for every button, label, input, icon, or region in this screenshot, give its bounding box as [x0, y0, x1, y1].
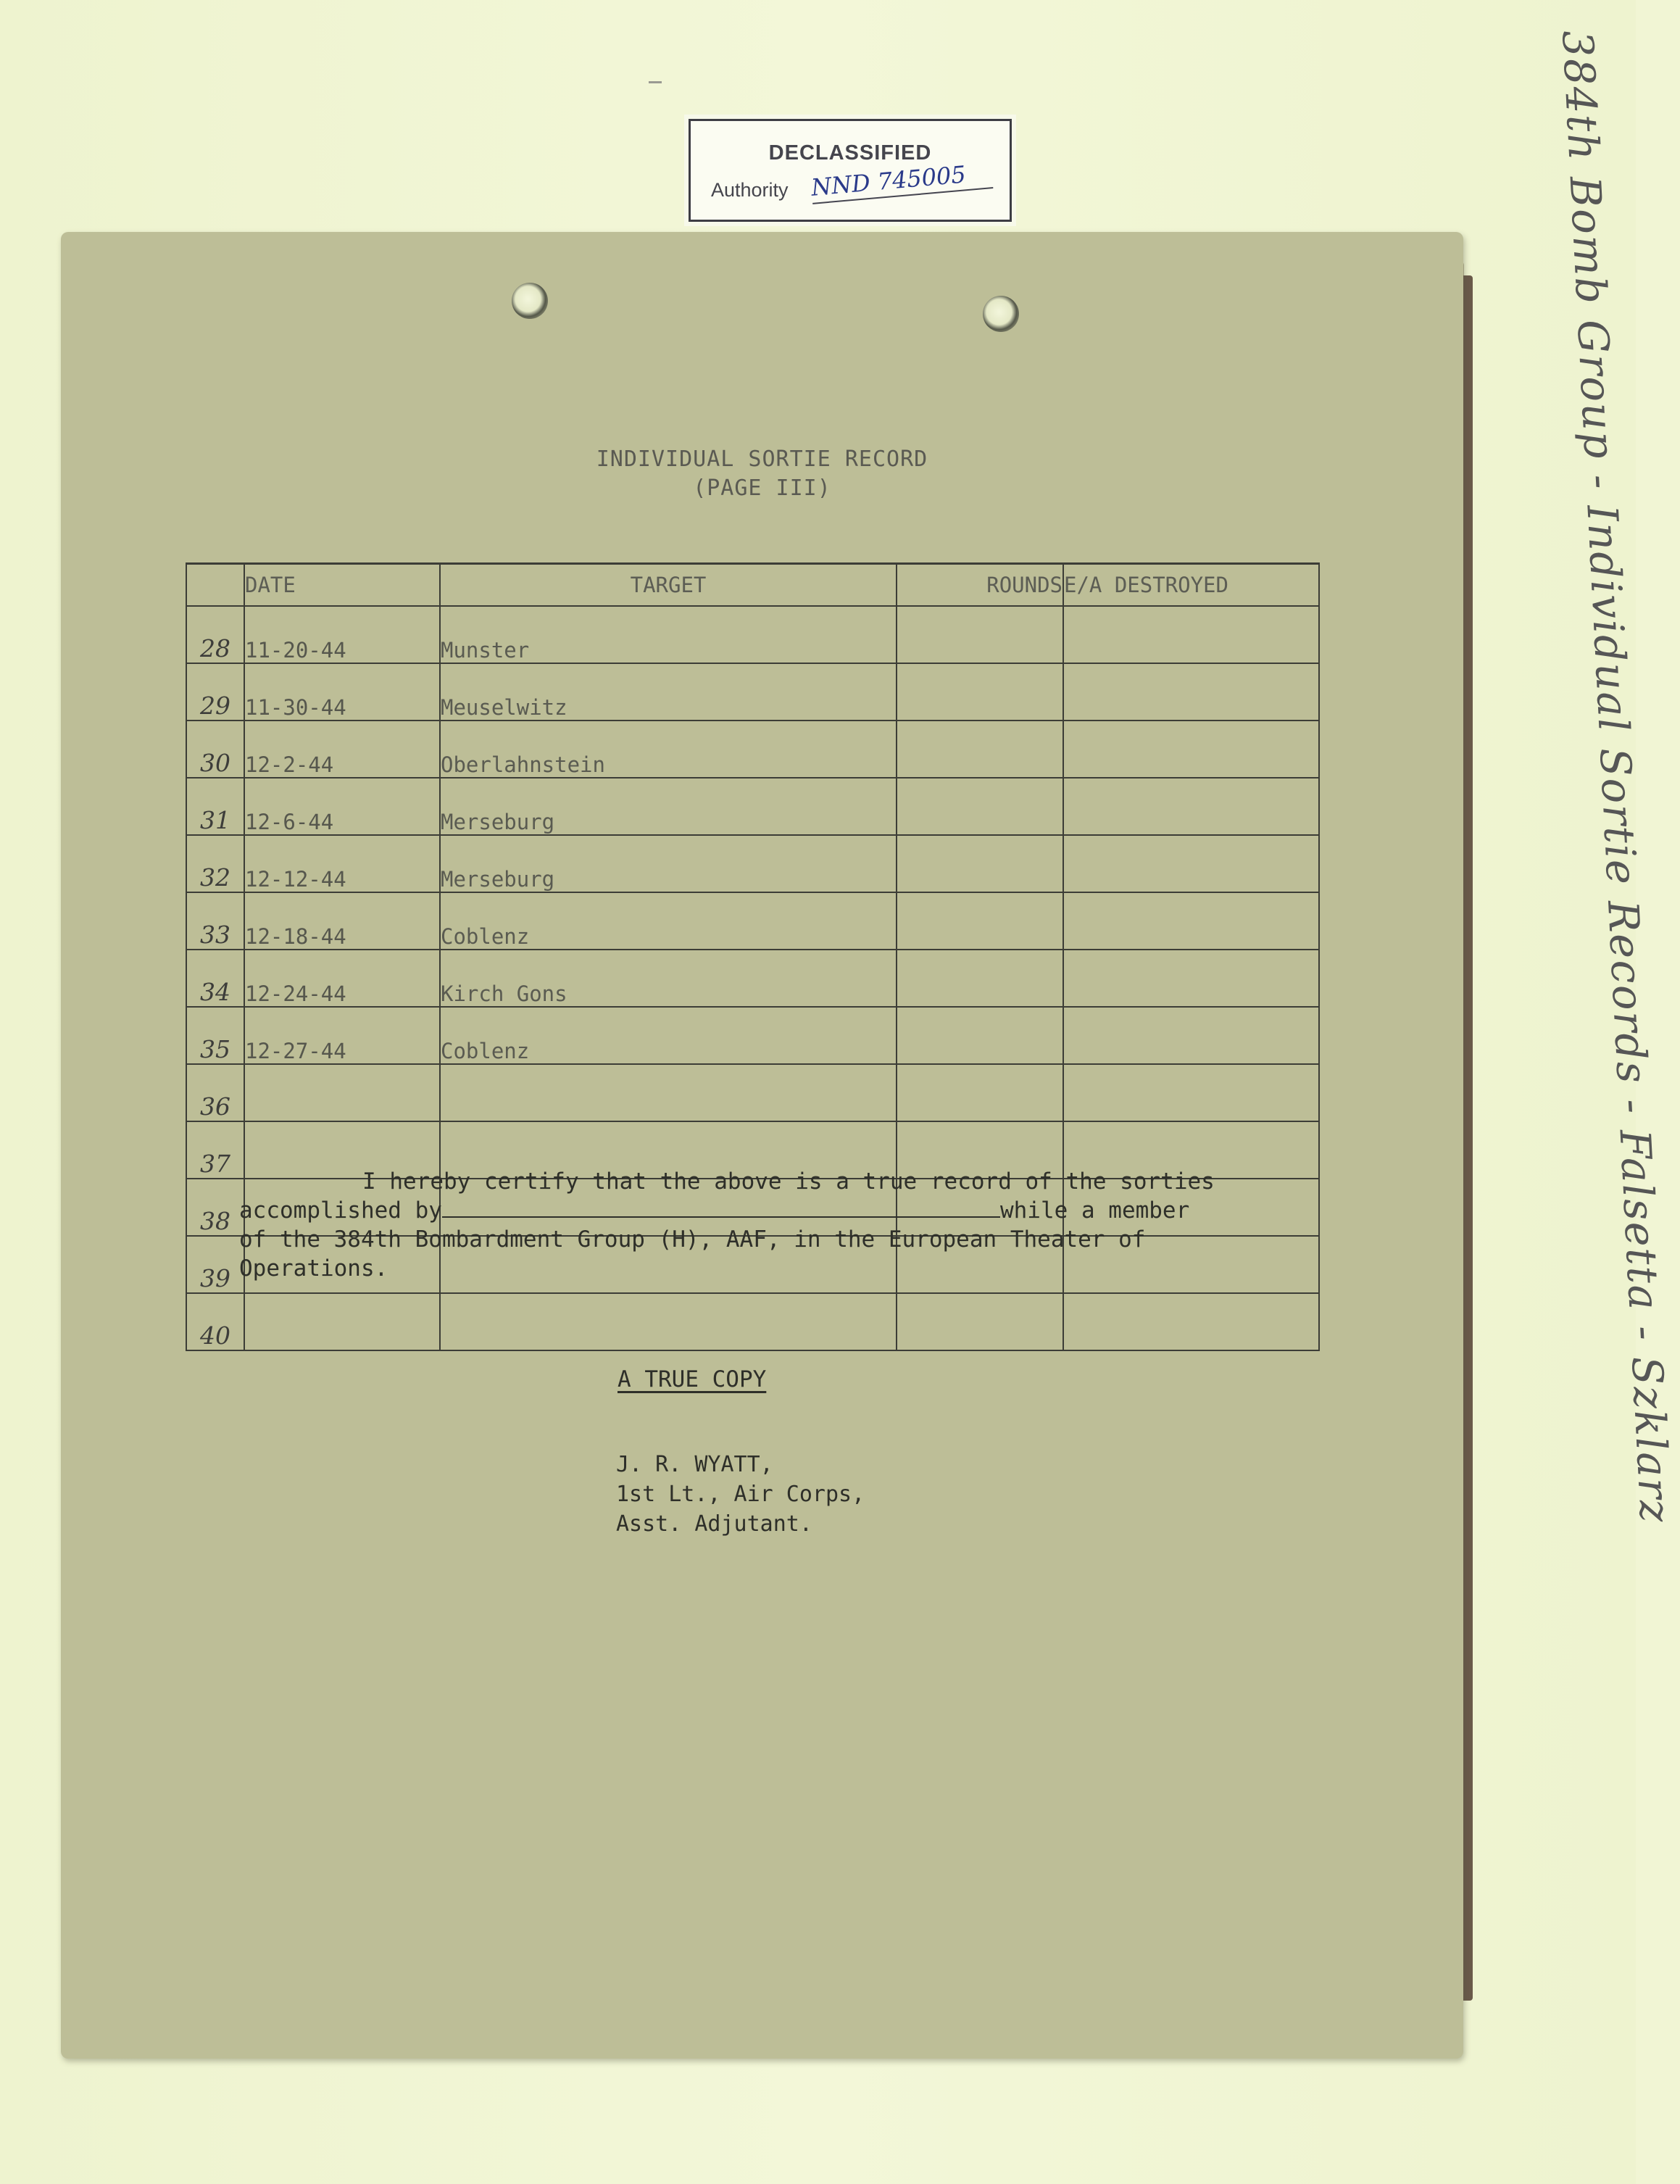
header-rounds: ROUNDS: [897, 564, 1063, 607]
sortie-ea-destroyed: [1063, 1064, 1319, 1121]
sortie-target: Meuselwitz: [440, 663, 897, 721]
sortie-target: [440, 1064, 897, 1121]
table-header-row: [186, 564, 1319, 607]
sortie-number: 35: [186, 1007, 244, 1064]
certification-line-4: Operations.: [239, 1255, 388, 1282]
header-number: [186, 564, 244, 607]
sortie-record-page: [61, 232, 1463, 2059]
signature-title: Asst. Adjutant.: [616, 1511, 812, 1537]
sortie-number: 37: [186, 1121, 244, 1179]
sortie-number: 34: [186, 950, 244, 1007]
sortie-number: 28: [186, 606, 244, 663]
table-row: [186, 606, 1319, 663]
sortie-target: [440, 1293, 897, 1350]
handwritten-margin-note: 384th Bomb Group - Individual Sortie Records - Falsetta - Szklarz: [1552, 29, 1680, 1525]
certification-paragraph: [239, 1167, 1305, 1283]
sortie-ea-destroyed: [1063, 663, 1319, 721]
table-row: [186, 835, 1319, 892]
sortie-rounds: [897, 892, 1063, 950]
sortie-target: Coblenz: [440, 892, 897, 950]
sortie-rounds: [897, 950, 1063, 1007]
sortie-number: 36: [186, 1064, 244, 1121]
certification-line-2: [239, 1196, 1305, 1225]
sortie-rounds: [897, 1064, 1063, 1121]
sortie-rounds: [897, 778, 1063, 835]
table-row: [186, 892, 1319, 950]
header-date: DATE: [244, 564, 440, 607]
sortie-date: [244, 1293, 440, 1350]
sortie-date: [244, 1064, 440, 1121]
sortie-number: 38: [186, 1179, 244, 1236]
stamp-authority-label: Authority: [711, 179, 789, 201]
header-target: TARGET: [440, 564, 897, 607]
certification-while-member: while a member: [999, 1197, 1190, 1224]
sortie-number: 32: [186, 835, 244, 892]
sortie-number: 31: [186, 778, 244, 835]
sortie-number: 30: [186, 721, 244, 778]
sortie-ea-destroyed: [1063, 606, 1319, 663]
sortie-target: Oberlahnstein: [440, 721, 897, 778]
sortie-target: Kirch Gons: [440, 950, 897, 1007]
sortie-ea-destroyed: [1063, 950, 1319, 1007]
scan-mark: [649, 81, 662, 83]
sortie-date: 12-12-44: [244, 835, 440, 892]
sortie-ea-destroyed: [1063, 1007, 1319, 1064]
sortie-date: 12-18-44: [244, 892, 440, 950]
certification-accomplished-by: accomplished by: [239, 1197, 442, 1224]
punch-hole-left: [512, 283, 548, 319]
sortie-rounds: [897, 663, 1063, 721]
sortie-target: Coblenz: [440, 1007, 897, 1064]
sortie-target: Merseburg: [440, 778, 897, 835]
sortie-date: 12-2-44: [244, 721, 440, 778]
sortie-rounds: [897, 1007, 1063, 1064]
sortie-date: 12-27-44: [244, 1007, 440, 1064]
declassified-stamp: [689, 119, 1012, 222]
sortie-ea-destroyed: [1063, 835, 1319, 892]
table-row: [186, 663, 1319, 721]
sortie-date: 11-20-44: [244, 606, 440, 663]
signature-name: J. R. WYATT,: [616, 1452, 773, 1477]
sortie-rounds: [897, 606, 1063, 663]
sortie-number: 39: [186, 1236, 244, 1293]
sortie-rounds: [897, 835, 1063, 892]
table-row: [186, 1007, 1319, 1064]
signature-rank: 1st Lt., Air Corps,: [616, 1482, 865, 1507]
sortie-number: 40: [186, 1293, 244, 1350]
punch-hole-right: [983, 296, 1019, 332]
document-title: INDIVIDUAL SORTIE RECORD: [596, 447, 928, 472]
stamp-authority-value: NND 745005: [810, 158, 994, 204]
certification-line-3: of the 384th Bombardment Group (H), AAF, in the European Theater of: [239, 1226, 1146, 1253]
table-row: [186, 721, 1319, 778]
table-row: [186, 950, 1319, 1007]
document-subtitle: (PAGE III): [693, 476, 831, 501]
sortie-rounds: [897, 1293, 1063, 1350]
header-ea-destroyed: E/A DESTROYED: [1063, 564, 1319, 607]
name-blank-line: [442, 1199, 1000, 1218]
certification-line-1: I hereby certify that the above is a true record of the sorties: [362, 1168, 1215, 1195]
sortie-date: 11-30-44: [244, 663, 440, 721]
sortie-ea-destroyed: [1063, 778, 1319, 835]
sortie-date: 12-24-44: [244, 950, 440, 1007]
table-row: [186, 1293, 1319, 1350]
sortie-ea-destroyed: [1063, 721, 1319, 778]
true-copy-heading: A TRUE COPY: [617, 1366, 767, 1392]
table-row: [186, 1064, 1319, 1121]
sortie-number: 29: [186, 663, 244, 721]
sortie-ea-destroyed: [1063, 1293, 1319, 1350]
sortie-target: Merseburg: [440, 835, 897, 892]
table-row: [186, 778, 1319, 835]
sortie-target: Munster: [440, 606, 897, 663]
sortie-date: 12-6-44: [244, 778, 440, 835]
stamp-title: DECLASSIFIED: [768, 141, 932, 165]
signature-block: [616, 1450, 865, 1539]
sortie-number: 33: [186, 892, 244, 950]
sortie-ea-destroyed: [1063, 892, 1319, 950]
sortie-rounds: [897, 721, 1063, 778]
